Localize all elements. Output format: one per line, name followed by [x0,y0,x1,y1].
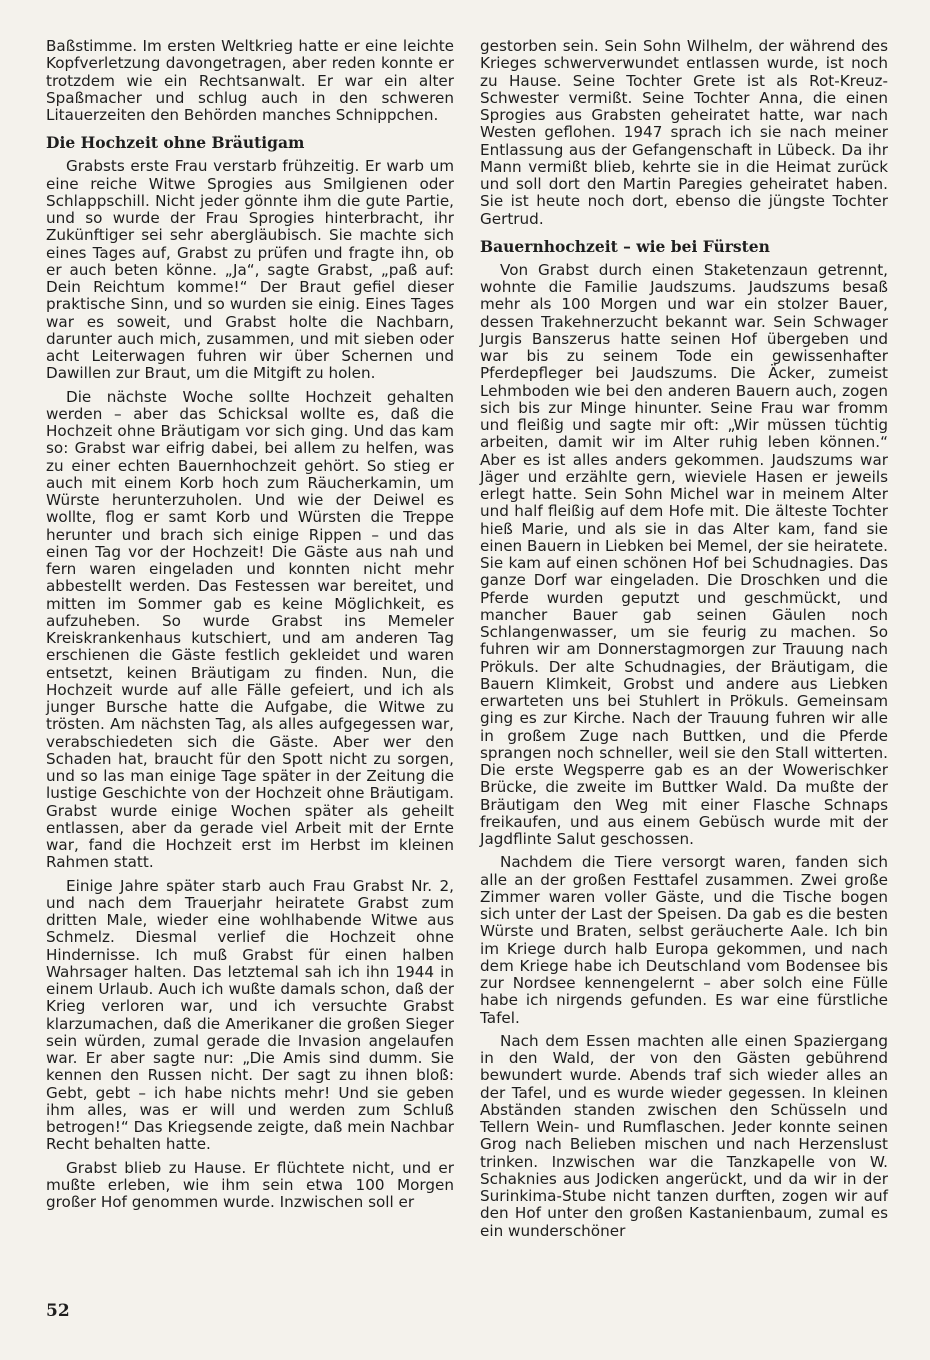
section-heading: Bauernhochzeit – wie bei Fürsten [480,236,770,256]
paragraph: Einige Jahre später starb auch Frau Grabst Nr. 2, und nach dem Trauerjahr heiratete Grabst zum dritten Male, wieder eine wohlhabende Witwe aus Schmelz. Diesmal verlief die Hochzeit ohne Hindernisse. Ich muß Grabst für einen halben Wahrsager halten. Das letztemal sah ich ihn 1944 in einem Urlaub. Auch ich wußte damals schon, daß der Krieg verloren war, und ich versuchte Grabst klarzumachen, daß die Amerikaner die großen Sieger sein würden, zumal gerade die Invasion angelaufen war. Er aber sagte nur: „Die Amis sind dumm. Sie kennen den Russen nicht. Der sagt zu ihnen bloß: Gebt, gebt – ich habe nichts mehr! Und sie geben ihm alles, was er will und werden zum Schluß betrogen!“ Das Kriegsende zeigte, daß mein Nachbar Recht behalten hatte. [46,876,454,1154]
document-page [46,37,888,1321]
paragraph: Die nächste Woche sollte Hochzeit gehalten werden – aber das Schicksal wollte es, daß die Hochzeit ohne Bräutigam vor sich ging. Und das kam so: Grabst war eifrig dabei, bei allem zu helfen, was zu einer echten Bauernhochzeit gehört. So stieg er auch mit einem Korb hoch zum Räucherkamin, um Würste herunterzuholen. Und wie der Deiwel es wollte, flog er samt Korb und Würsten die Treppe herunter und brach sich einige Rippen – und das einen Tag vor der Hochzeit! Die Gäste aus nah und fern waren eingeladen und konnten nicht mehr abbestellt werden. Das Festessen war bereitet, und mitten im Sommer gab es keine Möglichkeit, es aufzuheben. So wurde Grabst ins Memeler Kreiskrankenhaus kutschiert, und am anderen Tag erschienen die Gäste festlich gekleidet und waren entsetzt, keinen Bräutigam zu finden. Nun, die Hochzeit wurde auf alle Fälle gefeiert, und ich als junger Bursche hatte die Aufgabe, die Witwe zu trösten. Am nächsten Tag, als alles aufgegessen war, verabschiedeten sich die Gäste. Aber wer den Schaden hat, braucht für den Spott nicht zu sorgen, und so las man einige Tage später in der Zeitung die lustige Geschichte von der Hochzeit ohne Bräutigam. Grabst wurde einige Wochen später als geheilt entlassen, aber da gerade viel Arbeit mit der Ernte war, fand die Hochzeit erst im Herbst im kleinen Rahmen statt. [46,387,454,872]
page-number: 52 [46,1301,70,1321]
paragraph: Nach dem Essen machten alle einen Spaziergang in den Wald, der von den Gästen gebührend bewundert wurde. Abends traf sich wieder alles an der Tafel, und es wurde wieder gegessen. In kleinen Abständen standen zwischen den Schüsseln und Tellern Wein- und Rumflaschen. Jeder konnte seinen Grog nach Belieben mischen und nach Herzenslust trinken. Inzwischen war die Tanzkapelle von W. Schaknies aus Jodicken angerückt, und da wir in der Surinkima-Stube nicht tanzen durften, zogen wir auf den Hof unter den großen Kastanienbaum, zumal es ein wunderschöner [480,1031,888,1240]
paragraph: Von Grabst durch einen Staketenzaun getrennt, wohnte die Familie Jaudszums. Jaudszums besaß mehr als 100 Morgen und war ein stolzer Bauer, dessen Trakehnerzucht bekannt war. Sein Schwager Jurgis Banszerus hatte seinen Hof übergeben und war bis zu seinem Tode ein gewissenhafter Pferdepfleger bei Jaudszums. Die Äcker, zumeist Lehmboden wie bei den anderen Bauern auch, zogen sich bis zur Minge hinunter. Seine Frau war fromm und fleißig und sagte mir oft: „Wir müssen tüchtig arbeiten, damit wir im Alter ruhig leben können.“ Aber es ist alles anders gekommen. Jaudszums war Jäger und erzählte gern, wieviele Hasen er jeweils erlegt hatte. Sein Sohn Michel war in meinem Alter und half fleißig auf dem Hofe mit. Die älteste Tochter hieß Marie, und als sie in das Alter kam, fand sie einen Bauern in Liebken bei Memel, der sie heiratete. Sie kam auf einen schönen Hof bei Schudnagies. Das ganze Dorf war eingeladen. Die Droschken und die Pferde wurden geputzt und geschmückt, und mancher Bauer gab seinen Gäulen noch Schlangenwasser, um sie feurig zu machen. So fuhren wir am Donnerstagmorgen zur Trauung nach Prökuls. Der alte Schudnagies, der Bräutigam, die Bauern Klimkeit, Grobst und andere aus Liebken erwarteten uns bei Stuhlert in Prökuls. Gemeinsam ging es zur Kirche. Nach der Trauung fuhren wir alle in großem Zuge nach Buttken, und die Pferde sprangen noch schneller, weil sie den Stall witterten. Die erste Wegsperre gab es an der Wowerischker Brücke, die zweite im Buttker Wald. Da mußte der Bräutigam den Weg mit einer Flasche Schnaps freikaufen, und aus einem Gebüsch wurde mit der Jagdflinte Salut geschossen. [480,260,888,848]
paragraph: Grabsts erste Frau verstarb frühzeitig. Er warb um eine reiche Witwe Sprogies aus Smilgienen oder Schlappschill. Nicht jeder gönnte ihm die gute Partie, und so wurde der Frau Sprogies hinterbracht, ihr Zukünftiger sei sehr abergläubisch. Sie machte sich eines Tages auf, Grabst zu prüfen und fragte ihn, ob er auch beten könne. „Ja“, sagte Grabst, „paß auf: Dein Reichtum komme!“ Der Braut gefiel dieser praktische Sinn, und so wurden sie einig. Eines Tages war es soweit, und Grabst holte die Nachbarn, darunter auch mich, zusammen, und mit sieben oder acht Leiterwagen fuhren wir über Schernen und Dawillen zur Braut, um die Mitgift zu holen. [46,157,454,383]
paragraph: Baßstimme. Im ersten Weltkrieg hatte er eine leichte Kopfverletzung davongetragen, aber reden konnte er trotzdem wie ein Rechtsanwalt. Er war ein alter Spaßmacher und schlug auch in den schweren Litauerzeiten den Behörden manches Schnippchen. [46,37,454,124]
section-heading: Die Hochzeit ohne Bräutigam [46,133,305,153]
paragraph: Grabst blieb zu Hause. Er flüchtete nicht, und er mußte erleben, wie ihm sein etwa 100 Morgen großer Hof genommen wurde. Inzwischen soll er [46,1158,454,1211]
paragraph: Nachdem die Tiere versorgt waren, fanden sich alle an der großen Festtafel zusammen. Zwei große Zimmer waren voller Gäste, und die Tische bogen sich unter der Last der Speisen. Da gab es die besten Würste und Braten, selbst geräucherte Aale. Ich bin im Kriege durch halb Europa gekommen, und nach dem Kriege habe ich Deutschland vom Bodensee bis zur Nordsee kennengelernt – aber solch eine Fülle habe ich nirgends gefunden. Es war eine fürstliche Tafel. [480,853,888,1027]
paragraph: gestorben sein. Sein Sohn Wilhelm, der während des Krieges schwerverwundet entlassen wurde, ist noch zu Hause. Seine Tochter Grete ist als Rot-Kreuz-Schwester vermißt. Seine Tochter Anna, die einen Sprogies aus Grabsten geheiratet hatte, war nach Westen geflohen. 1947 sprach ich sie nach meiner Entlassung aus der Gefangenschaft in Lübeck. Da ihr Mann vermißt blieb, kehrte sie in die Heimat zurück und soll dort den Martin Paregies geheiratet haben. Sie ist heute noch dort, ebenso die jüngste Tochter Gertrud. [480,37,888,228]
right-column [480,38,888,1246]
left-column [46,38,454,1217]
